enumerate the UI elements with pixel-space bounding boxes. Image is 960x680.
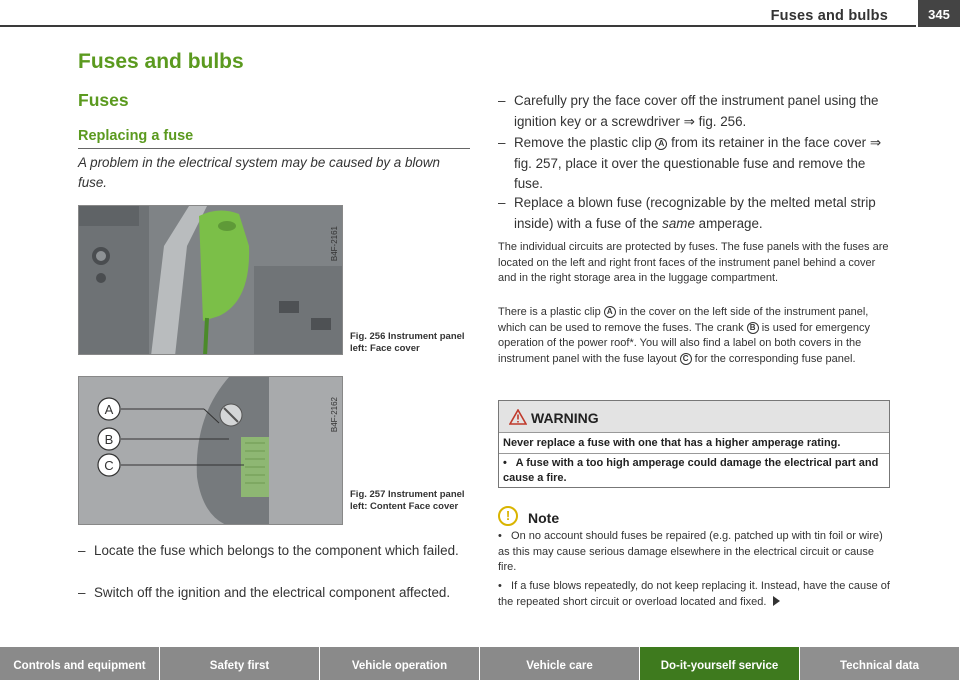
nav-tab-vehicle-operation[interactable]: Vehicle operation bbox=[320, 647, 480, 680]
note-exclamation-icon: ! bbox=[498, 506, 518, 526]
step-text: Locate the fuse which belongs to the component which failed. bbox=[94, 543, 459, 558]
nav-tab-diy-service[interactable]: Do-it-yourself service bbox=[640, 647, 800, 680]
circle-label-b: B bbox=[747, 322, 759, 334]
continue-arrow-icon bbox=[773, 596, 780, 606]
label-a-text: A bbox=[104, 402, 114, 417]
warning-bullet-text: A fuse with a too high amperage could damage the electrical part and cause a fire. bbox=[503, 457, 879, 484]
footer-nav bbox=[0, 647, 960, 680]
intro-text: A problem in the electrical system may be caused by a blown fuse. bbox=[78, 155, 440, 190]
figure-257-caption: Fig. 257 Instrument panel left: Content Face cover bbox=[350, 489, 465, 512]
step-dash: – bbox=[498, 195, 506, 210]
step-text: Switch off the ignition and the electrical component affected. bbox=[94, 585, 451, 600]
bullet-icon: • bbox=[498, 580, 508, 592]
warning-triangle-icon bbox=[509, 409, 527, 425]
warning-header bbox=[499, 401, 889, 433]
figure-257-image bbox=[78, 376, 343, 525]
bullet-icon: • bbox=[503, 457, 513, 469]
label-c-text: C bbox=[104, 458, 114, 473]
circle-label-a: A bbox=[655, 138, 667, 150]
para2-part-b: in the cover on the left side of the instrument panel, which can be used to remove the fuses. The crank bbox=[498, 306, 869, 334]
para2-part-a: There is a plastic clip bbox=[498, 306, 601, 318]
figure-256-caption: Fig. 256 Instrument panel left: Face cover bbox=[350, 331, 465, 354]
step-text: Carefully pry the face cover off the instrument panel using the ignition key or a screwdriver ⇒ fig. 256. bbox=[514, 93, 879, 129]
subsection-title: Replacing a fuse bbox=[78, 128, 194, 144]
nav-tab-safety[interactable]: Safety first bbox=[160, 647, 320, 680]
step-replace-fuse bbox=[498, 193, 890, 234]
figure-257-code: B4F-2162 bbox=[330, 397, 339, 433]
note-text: On no account should fuses be repaired (e.g. patched up with tin foil or wire) as this may cause serious damage elsewhere in the electrical circuit or cause fire. bbox=[498, 530, 883, 573]
circle-label-a: A bbox=[604, 306, 616, 318]
note-bullet-2 bbox=[498, 579, 890, 610]
step-switch-off-ignition bbox=[78, 583, 470, 603]
nav-tab-technical-data[interactable]: Technical data bbox=[800, 647, 960, 680]
figure-256-code: B4F-2161 bbox=[330, 226, 339, 262]
para2-part-c: is used for emergency operation of the power roof*. You will also find a label on both covers in the instrument panel with the fuse layout bbox=[498, 321, 870, 365]
para2-part-d: for the corresponding fuse panel. bbox=[694, 352, 856, 365]
figure-256-image bbox=[78, 205, 343, 355]
warning-title: WARNING bbox=[531, 410, 599, 426]
step-text-end: amperage. bbox=[698, 215, 763, 231]
page-header bbox=[0, 0, 960, 30]
nav-tab-controls[interactable]: Controls and equipment bbox=[0, 647, 160, 680]
label-b-text: B bbox=[104, 432, 114, 447]
step-dash: – bbox=[498, 93, 506, 108]
instrument-panel-illustration bbox=[79, 206, 343, 355]
step-remove-clip bbox=[498, 133, 890, 195]
header-title: Fuses and bulbs bbox=[770, 8, 888, 24]
step-dash: – bbox=[78, 585, 86, 600]
warning-text-2 bbox=[503, 456, 887, 486]
header-rule bbox=[0, 25, 916, 27]
step-pry-cover bbox=[498, 91, 890, 132]
note-title: Note bbox=[528, 510, 560, 526]
info-paragraph-2 bbox=[498, 305, 890, 367]
section-title: Fuses bbox=[78, 90, 129, 110]
step-dash: – bbox=[498, 135, 506, 150]
note-text: If a fuse blows repeatedly, do not keep replacing it. Instead, have the cause of the repeated short circuit or overload located and fixed. bbox=[498, 580, 890, 608]
info-paragraph-1: The individual circuits are protected by fuses. The fuse panels with the fuses are located on the left and right front faces of the instrument panel behind a cover and in the right storage area in the luggage compartment. bbox=[498, 241, 889, 284]
step-prefix: Remove the plastic clip bbox=[514, 135, 652, 150]
warning-box bbox=[498, 400, 890, 488]
chapter-title: Fuses and bulbs bbox=[78, 50, 244, 73]
warning-divider bbox=[499, 453, 889, 454]
warning-text-1: Never replace a fuse with one that has a higher amperage rating. bbox=[503, 437, 841, 449]
step-text: from its retainer in the face cover ⇒ fig. 257, place it over the questionable fuse and remove the fuse. bbox=[514, 135, 882, 191]
nav-tab-vehicle-care[interactable]: Vehicle care bbox=[480, 647, 640, 680]
step-locate-fuse bbox=[78, 541, 470, 561]
step-emphasis: same bbox=[662, 215, 695, 231]
circle-label-c: C bbox=[680, 353, 692, 365]
step-text: Replace a blown fuse (recognizable by the melted metal strip inside) with a fuse of the bbox=[514, 195, 876, 231]
bullet-icon: • bbox=[498, 530, 508, 542]
fuse-panel-illustration bbox=[79, 377, 343, 525]
note-bullet-1 bbox=[498, 529, 890, 576]
page-number: 345 bbox=[918, 0, 960, 27]
step-dash: – bbox=[78, 543, 86, 558]
subsection-rule bbox=[78, 148, 470, 149]
